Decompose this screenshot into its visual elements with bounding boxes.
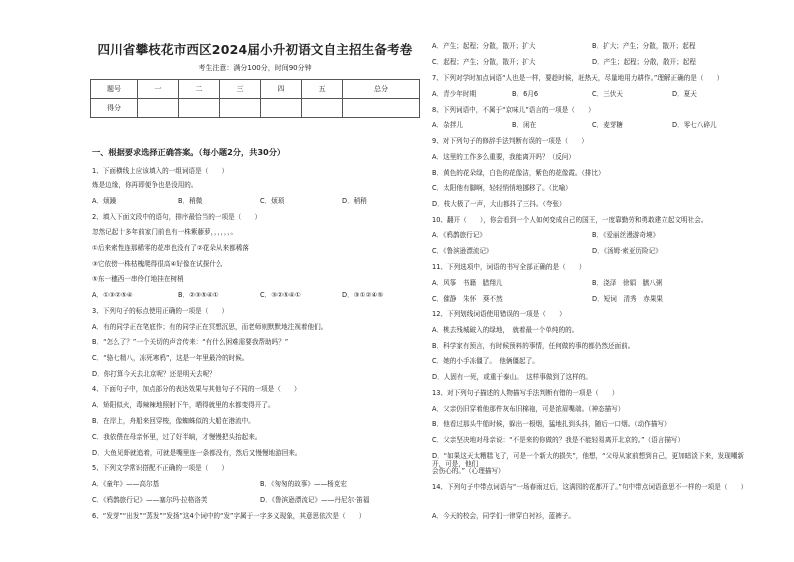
option: B．②③⑤④① [178, 291, 219, 299]
question-2-stem: ③它依傍一株枯槐爬得很高④好像在试探什么 [92, 260, 223, 268]
option: B．《爱丽丝漫游奇境》 [592, 231, 660, 239]
option: D．短词 清秀 赤果果 [592, 295, 664, 303]
score-cell: 三 [220, 80, 261, 99]
option: B．稍微 [178, 197, 203, 205]
question-5: 5、下列文学常识搭配不正确的一项是（ ） [92, 464, 229, 472]
option: C．“骆七精八，冻死寒鸦”，这是一年里最冷的时候。 [92, 354, 249, 362]
score-cell: 题号 [91, 80, 138, 99]
question-9: 9、对下列句子的修辞手法判断有误的一项是（ ） [432, 137, 588, 145]
question-10: 10、翻开（ ），你会看到一个人如何变成自己的国王，一度靠勤劳和勇敢建立起文明社会。 [432, 216, 708, 224]
option: A．《童年》——高尔基 [92, 480, 160, 488]
option: B．他看过那头牛船时候，躲出一根烟，猛地扎到头抖，随后一口烟。（动作描写） [432, 420, 671, 428]
option: D．③①②④⑤ [342, 291, 384, 299]
question-2-stem: 忽然记起十多年前家门前也有一株紫藤萝，，，，，，。 [92, 228, 238, 236]
option: B．在岸上，舟船来回穿梭，像蜘蛛似的大船在港流中。 [92, 417, 255, 425]
score-input-cell [179, 99, 220, 118]
question-2: 2、填入下面文段中的语句，排序最恰当的一项是（ ） [92, 213, 262, 221]
question-12: 12、下列划线词语使用错误的一项是（ ） [432, 310, 566, 318]
option: A．①③②⑤④ [92, 291, 133, 299]
option: C．烦琐 [260, 197, 285, 205]
option: D．你打算今天去北京呢？还是明天去呢？ [92, 370, 216, 378]
option: A．矫阳似火，毒辣辣地照射下午，晒得就里的水都变得开了。 [92, 401, 275, 409]
option: D．人固有一死，或重于泰山。 这样事做到了这样的。 [432, 373, 593, 381]
option: C．催静 朱怀 葵不然 [432, 295, 503, 303]
score-cell: 二 [179, 80, 220, 99]
score-cell: 总分 [343, 80, 420, 99]
score-input-cell [138, 99, 179, 118]
option-continuation: 会伤心的。”（心理描写） [432, 467, 505, 475]
option: C．三伏天 [592, 90, 623, 98]
question-4: 4、下面句子中，加点部分的表达效果与其他句子不同的一项是（ ） [92, 385, 301, 393]
option: D．稍稍 [342, 197, 367, 205]
score-table [90, 79, 420, 118]
option: C．起程；产生；分散，散开；扩大 [432, 58, 536, 66]
exam-note: 考生注意：满分100分，时间90分钟 [198, 64, 312, 72]
option: A．这里的工作多么重要，我能离开吗？（反问） [432, 153, 575, 161]
option: A．今天的校会，同学们一律穿白衬衫，蓝裤子。 [432, 512, 575, 520]
page-title: 四川省攀枝花市西区2024届小升初语文自主招生备考卷 [97, 42, 413, 57]
score-table-header-row [91, 80, 420, 99]
score-cell: 得分 [91, 99, 138, 118]
option: D．枝大极了一声，大山都抖了三抖。（夸张） [432, 200, 566, 208]
score-cell: 四 [261, 80, 302, 99]
option: B．“怎么了？”一个关切的声音传来：“有什么困难需要我帮助吗？” [92, 338, 289, 346]
option: A．有的同学正在笔底作；有的同学正在冥想沉思，而老师则默默地注视着他们。 [92, 323, 328, 331]
question-1: 1、下面横线上应该填入的一组词语是（ ） [92, 167, 229, 175]
option: D．“如果这天太糟糕飞了，可是一个新大的损失”，他想，“父母从家前想到自己，更加暗淡下来，发现嘲新开，可是，他们 [432, 452, 745, 468]
option: D．产生；起程；分散，散开；起程 [592, 58, 696, 66]
question-1-stem: 炼是边缘，你再即便争也是没用的。 [92, 181, 198, 189]
score-input-cell [343, 99, 420, 118]
question-3: 3、下列句子的标点使用正确的一项是（ ） [92, 307, 229, 315]
option: C．太阳他有脚啊，轻轻悄悄地挪移了。（比喻） [432, 184, 572, 192]
question-14: 14、下列句子中带点词语与“一场春雨过后，这满园的花都开了。”句中带点词语意思不一样的一项是（ ） [432, 483, 748, 491]
score-table-score-row [91, 99, 420, 118]
question-6: 6、“发芽”“出发”“蒸发”“发扬”这4个词中的“发”字属于一字多义现象，其意思依次是（ ） [92, 512, 366, 520]
score-cell: 五 [302, 80, 343, 99]
option: C．《鲁滨逊漂流记》 [432, 247, 493, 255]
option: B．浇泽 徐娟 膳八粥 [592, 279, 663, 287]
question-2-stem: ①后来索性连那稀零的花串也没有了②花朵从来都稀落 [92, 244, 249, 252]
option: C．麦芽糖 [592, 121, 623, 129]
option: D．《鲁滨逊漂流记》——丹尼尔·笛福 [260, 496, 370, 504]
option: D．零七八碎儿 [672, 121, 717, 129]
option: A．产生；起程；分散，散开；扩大 [432, 42, 536, 50]
section-heading: 一、根据要求选择正确答案。（每小题2分，共30分） [92, 147, 286, 157]
score-input-cell [261, 99, 302, 118]
option: D．大鱼见虾就追着，可就是嘴里连一条都没有，然后又慢慢地游回来。 [92, 449, 302, 457]
score-input-cell [302, 99, 343, 118]
option: B．《匆匆的故事》——杨克宏 [260, 480, 347, 488]
option: B．6月6 [512, 90, 539, 98]
option: C．她的小手冻僵了。 他俩僵起了。 [432, 357, 539, 365]
option: C．父亲坚决地对母亲说：“不是来的你做的？我是不能轻易离开北京的。”（语言描写） [432, 436, 685, 444]
option: A．青少年时期 [432, 90, 477, 98]
option: B．扩大；产生；分散，散开；起程 [592, 42, 696, 50]
question-2-stem: ⑤东一穗西一串伶仃地挂在树梢 [92, 275, 184, 283]
option: B．闲在 [512, 121, 537, 129]
option: C．我依偎在母亲怀里，过了好半晌，才慢慢把头抬起来。 [92, 433, 262, 441]
score-input-cell [220, 99, 261, 118]
option: C．《鸦鹊旅行记》——塞尔玛·拉格洛芙 [92, 496, 208, 504]
option: D．夏天 [672, 90, 697, 98]
option: A．杂拌儿 [432, 121, 463, 129]
option: B．科学家有预言，有时候预料的事情，任何做的事的都仍然还面前。 [432, 342, 635, 350]
question-11: 11、下列选项中，词语的书写全部正确的是（ ） [432, 263, 586, 271]
score-cell: 一 [138, 80, 179, 99]
option: A．烦躁 [92, 197, 117, 205]
option: C．③②⑤④① [260, 291, 301, 299]
question-8: 8、下列词语中，不属于“京味儿”语言的一项是（ ） [432, 106, 595, 114]
option: A．父亲仍旧穿着他那件灰布旧棉袍，可是浓眉嘴端。（神态描写） [432, 405, 625, 413]
option: A．桃去残城破入的绿地， 就着最一个单纯的的。 [432, 326, 579, 334]
question-7: 7、下列对学时加点词语“人也是一样，要趁时候，赶热天，尽量地用力耕作。”理解正确的是（ ） [432, 74, 724, 82]
option: A．《鸦鹊旅行记》 [432, 231, 486, 239]
option: A．风筝 书籍 腊翔儿 [432, 279, 503, 287]
option: B．黄色的花朵绿，白色的花像洁，紫色的花像霞。（排比） [432, 169, 605, 177]
option: D．《汤姆·索亚历险记》 [592, 247, 662, 255]
question-13: 13、对下列句子描述的人物描写手法判断有错的一项是（ ） [432, 389, 619, 397]
